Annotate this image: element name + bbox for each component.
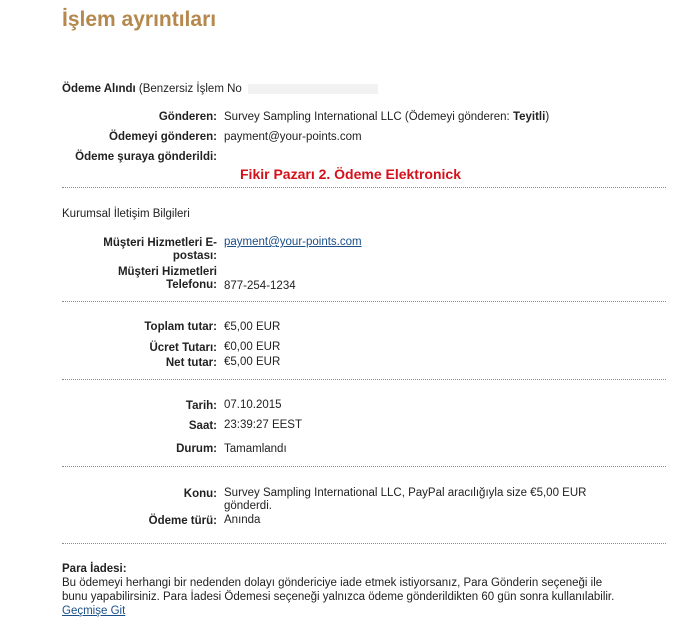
total-amount-value: €5,00 EUR bbox=[224, 321, 281, 333]
cs-phone-label-line1: Müşteri Hizmetleri bbox=[117, 266, 217, 278]
cs-phone-label bbox=[118, 266, 217, 292]
payment-received-label: Ödeme Alındı bbox=[62, 83, 136, 95]
total-amount-label: Toplam tutar: bbox=[144, 321, 217, 333]
sender-email-value: payment@your-points.com bbox=[224, 131, 362, 143]
subject-line2: gönderdi. bbox=[224, 500, 272, 512]
refund-text-line1: Bu ödemeyi herhangi bir nedenden dolayı göndericiye iade etmek istiyorsanız, Para Gönderin seçeneği ile bbox=[62, 577, 603, 589]
page-title: İşlem ayrıntıları bbox=[62, 8, 217, 31]
net-amount-value: €5,00 EUR bbox=[224, 356, 281, 368]
payment-type-value: Anında bbox=[224, 514, 261, 526]
payment-type-label: Ödeme türü: bbox=[148, 515, 217, 527]
cs-email-label-line1: Müşteri Hizmetleri E- bbox=[103, 237, 217, 249]
history-link[interactable]: Geçmişe Git bbox=[62, 605, 126, 617]
time-value: 23:39:27 EEST bbox=[224, 419, 302, 431]
redacted-transaction-id bbox=[248, 84, 378, 94]
time-label: Saat: bbox=[188, 420, 217, 432]
refund-text-line2: bunu yapabilirsiniz. Para İadesi Ödemesi seçeneği yalnızca ödeme gönderildikten 60 gün sonra kullanılabilir. bbox=[62, 591, 615, 603]
sent-to-label: Ödeme şuraya gönderildi: bbox=[75, 151, 217, 163]
transaction-id-prefix: (Benzersiz İşlem No bbox=[138, 83, 242, 95]
payment-received-line bbox=[62, 83, 378, 95]
status-value: Tamamlandı bbox=[224, 443, 287, 455]
sender-email-label: Ödemeyi gönderen: bbox=[109, 131, 217, 143]
cs-email-link[interactable]: payment@your-points.com bbox=[224, 236, 362, 248]
from-suffix: ) bbox=[545, 111, 550, 123]
from-value bbox=[224, 111, 549, 123]
divider bbox=[62, 301, 666, 302]
date-value: 07.10.2015 bbox=[224, 399, 282, 411]
fee-amount-label: Ücret Tutarı: bbox=[149, 342, 217, 354]
refund-heading: Para İadesi: bbox=[62, 563, 127, 575]
overlay-note: Fikir Pazarı 2. Ödeme Elektronick bbox=[240, 166, 461, 182]
cs-phone-value: 877-254-1234 bbox=[224, 280, 296, 292]
cs-email-label bbox=[103, 237, 217, 263]
business-contact-heading-text: Kurumsal İletişim Bilgileri bbox=[62, 208, 190, 220]
from-verified-status: Teyitli bbox=[512, 111, 546, 123]
subject-label: Konu: bbox=[183, 488, 217, 500]
from-name: Survey Sampling International LLC (Ödemeyi gönderen: bbox=[224, 111, 513, 123]
cs-phone-label-line2: Telefonu: bbox=[166, 279, 217, 291]
net-amount-label: Net tutar: bbox=[165, 357, 217, 369]
business-contact-heading bbox=[62, 208, 190, 220]
divider bbox=[62, 466, 666, 467]
status-label: Durum: bbox=[176, 443, 217, 455]
subject-line1: Survey Sampling International LLC, PayPal aracılığıyla size €5,00 EUR bbox=[224, 487, 587, 499]
from-label: Gönderen: bbox=[158, 111, 217, 123]
divider bbox=[62, 187, 666, 188]
subject-value bbox=[224, 487, 586, 513]
cs-email-label-line2: postası: bbox=[172, 250, 217, 262]
divider bbox=[62, 379, 666, 380]
fee-amount-value: €0,00 EUR bbox=[224, 341, 281, 353]
divider bbox=[62, 543, 666, 544]
date-label: Tarih: bbox=[185, 400, 217, 412]
